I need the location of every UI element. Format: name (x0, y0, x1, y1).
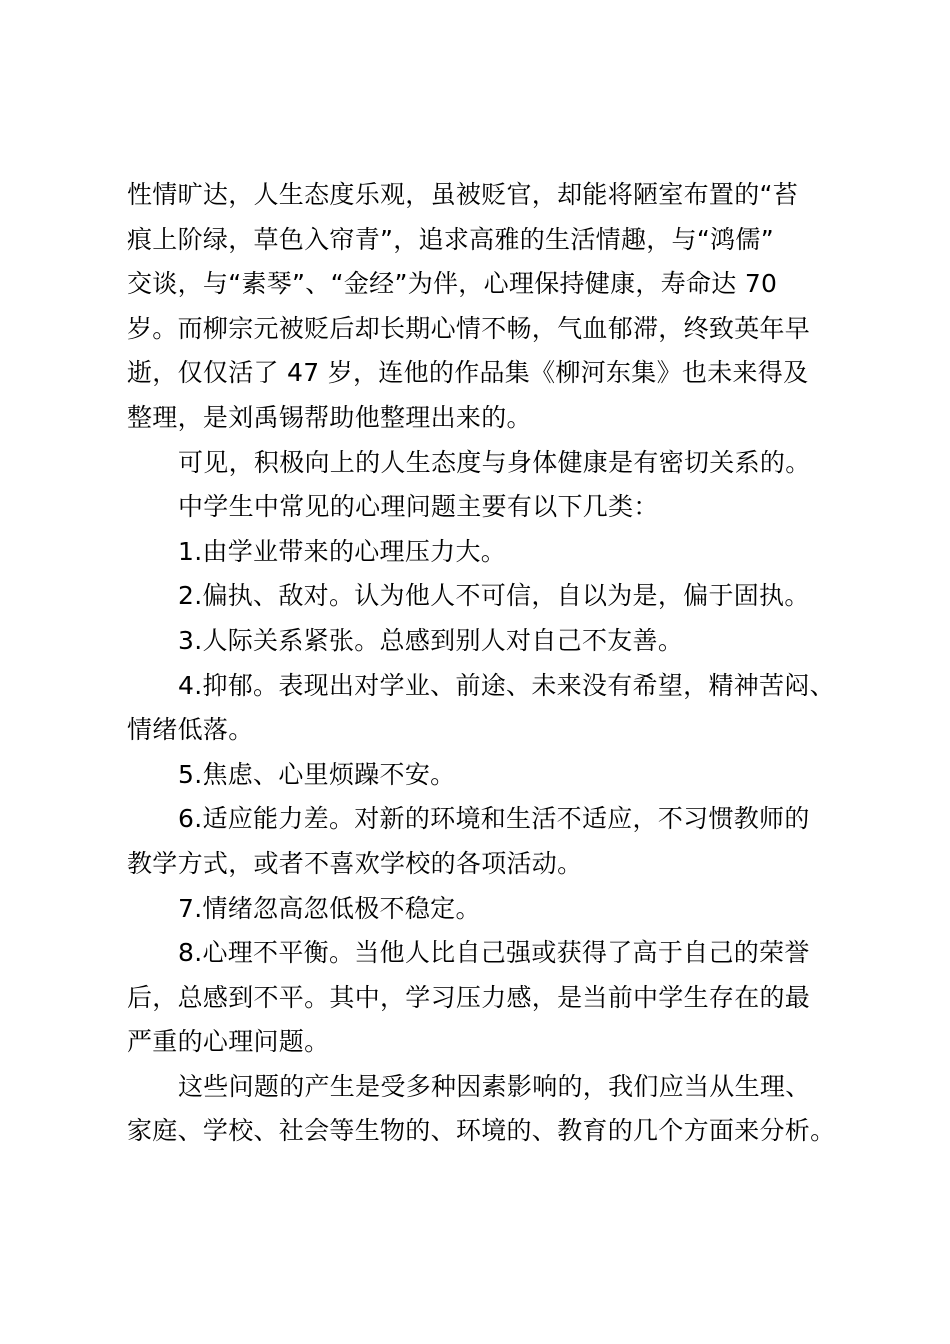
list-item: 4.抑郁。表现出对学业、前途、未来没有希望，精神苦闷、 (178, 670, 835, 700)
text-line: 中学生中常见的心理问题主要有以下几类： (178, 492, 659, 522)
body-text (127, 173, 843, 1154)
list-item: 5.焦虑、心里烦躁不安。 (178, 759, 456, 789)
text-line: 性情旷达，人生态度乐观，虽被贬官，却能将陋室布置的“苔 (127, 180, 799, 209)
text-line: 家庭、学校、社会等生物的、环境的、教育的几个方面来分析。 (127, 1116, 836, 1146)
text-line: 交谈，与“素琴”、“金经”为伴，心理保持健康，寿命达 70 (127, 269, 778, 299)
text-line: 这些问题的产生是受多种因素影响的，我们应当从生理、 (178, 1071, 811, 1101)
text-line: 情绪低落。 (127, 715, 254, 745)
text-line: 整理，是刘禹锡帮助他整理出来的。 (127, 402, 532, 432)
list-item: 7.情绪忽高忽低极不稳定。 (178, 893, 481, 923)
text-line: 教学方式，或者不喜欢学校的各项活动。 (127, 848, 583, 878)
text-line: 后，总感到不平。其中，学习压力感，是当前中学生存在的最 (127, 982, 811, 1012)
list-item: 8.心理不平衡。当他人比自己强或获得了高于自己的荣誉 (178, 938, 810, 968)
text-line: 可见，积极向上的人生态度与身体健康是有密切关系的。 (178, 447, 811, 477)
text-line: 痕上阶绿，草色入帘青”，追求高雅的生活情趣，与“鸿儒” (127, 224, 774, 254)
list-item: 1.由学业带来的心理压力大。 (178, 536, 507, 566)
text-line: 逝，仅仅活了 47 岁，连他的作品集《柳河东集》也未来得及 (127, 358, 809, 388)
text-line: 岁。而柳宗元被贬后却长期心情不畅，气血郁滞，终致英年早 (127, 313, 811, 343)
list-item: 6.适应能力差。对新的环境和生活不适应，不习惯教师的 (178, 804, 810, 834)
list-item: 2.偏执、敌对。认为他人不可信，自以为是，偏于固执。 (178, 581, 810, 611)
list-item: 3.人际关系紧张。总感到别人对自己不友善。 (178, 625, 684, 655)
text-line: 严重的心理问题。 (127, 1027, 330, 1057)
